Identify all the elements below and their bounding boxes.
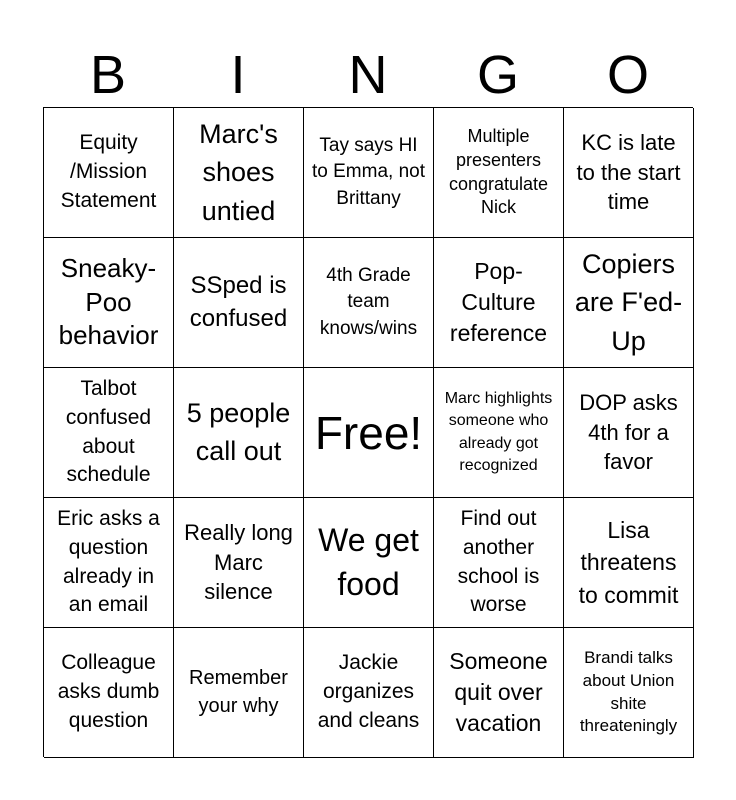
bingo-header bbox=[43, 44, 693, 106]
bingo-cell-r1-c1[interactable] bbox=[44, 108, 174, 238]
cell-text: KC is late to the start time bbox=[576, 129, 681, 215]
bingo-cell-r1-c5[interactable] bbox=[564, 108, 694, 238]
bingo-cell-r4-c1[interactable] bbox=[44, 498, 174, 628]
bingo-cell-r2-c4[interactable] bbox=[434, 238, 564, 368]
bingo-cell-r2-c2[interactable] bbox=[174, 238, 304, 368]
cell-text: Find out another school is worse bbox=[457, 506, 540, 617]
bingo-cell-r2-c5[interactable] bbox=[564, 238, 694, 368]
cell-text: Multiple presenters congratulate Nick bbox=[448, 125, 549, 218]
bingo-cell-r1-c3[interactable] bbox=[304, 108, 434, 238]
bingo-cell-r5-c3[interactable] bbox=[304, 628, 434, 758]
cell-text: SSped is confused bbox=[189, 272, 288, 332]
bingo-cell-r4-c4[interactable] bbox=[434, 498, 564, 628]
bingo-cell-r3-c4[interactable] bbox=[434, 368, 564, 498]
header-letter-b: B bbox=[89, 45, 127, 105]
header-letter-n: N bbox=[348, 45, 388, 105]
bingo-cell-r5-c2[interactable] bbox=[174, 628, 304, 758]
bingo-cell-r3-c1[interactable] bbox=[44, 368, 174, 498]
cell-text: Marc's shoes untied bbox=[199, 119, 278, 226]
cell-text: Equity /Mission Statement bbox=[60, 131, 157, 212]
cell-text: Really long Marc silence bbox=[184, 519, 293, 605]
header-letter-i: I bbox=[230, 45, 246, 105]
cell-text: 5 people call out bbox=[186, 397, 291, 466]
header-letter-g: G bbox=[476, 45, 519, 105]
bingo-cell-r4-c3[interactable] bbox=[304, 498, 434, 628]
cell-text: Marc highlights someone who already got recognized bbox=[444, 390, 553, 474]
bingo-cell-r2-c1[interactable] bbox=[44, 238, 174, 368]
cell-text: Brandi talks about Union shite threateningly bbox=[579, 648, 678, 736]
cell-text: Lisa threatens to commit bbox=[578, 517, 679, 608]
cell-text: Tay says HI to Emma, not Brittany bbox=[312, 135, 425, 209]
cell-text: Someone quit over vacation bbox=[449, 647, 548, 737]
bingo-cell-r5-c1[interactable] bbox=[44, 628, 174, 758]
bingo-cell-r3-c5[interactable] bbox=[564, 368, 694, 498]
cell-text: Copiers are F'ed-Up bbox=[574, 249, 683, 356]
bingo-cell-free[interactable] bbox=[304, 368, 434, 498]
bingo-cell-r3-c2[interactable] bbox=[174, 368, 304, 498]
cell-text: We get food bbox=[318, 522, 419, 602]
bingo-cell-r2-c3[interactable] bbox=[304, 238, 434, 368]
cell-text: Eric asks a question already in an email bbox=[57, 506, 160, 617]
bingo-cell-r1-c4[interactable] bbox=[434, 108, 564, 238]
cell-text: Remember your why bbox=[189, 666, 288, 717]
cell-text: Colleague asks dumb question bbox=[57, 651, 160, 732]
bingo-cell-r4-c2[interactable] bbox=[174, 498, 304, 628]
header-letter-o: O bbox=[606, 45, 649, 105]
cell-text: DOP asks 4th for a favor bbox=[579, 389, 678, 475]
cell-text: Pop-Culture reference bbox=[449, 257, 548, 347]
bingo-grid bbox=[43, 107, 693, 757]
cell-text: Sneaky-Poo behavior bbox=[58, 252, 159, 351]
bingo-cell-r1-c2[interactable] bbox=[174, 108, 304, 238]
bingo-cell-r4-c5[interactable] bbox=[564, 498, 694, 628]
free-space-text: Free! bbox=[314, 406, 423, 459]
bingo-cell-r5-c4[interactable] bbox=[434, 628, 564, 758]
cell-text: Talbot confused about schedule bbox=[65, 376, 152, 487]
bingo-cell-r5-c5[interactable] bbox=[564, 628, 694, 758]
cell-text: 4th Grade team knows/wins bbox=[319, 265, 418, 339]
cell-text: Jackie organizes and cleans bbox=[317, 651, 420, 732]
